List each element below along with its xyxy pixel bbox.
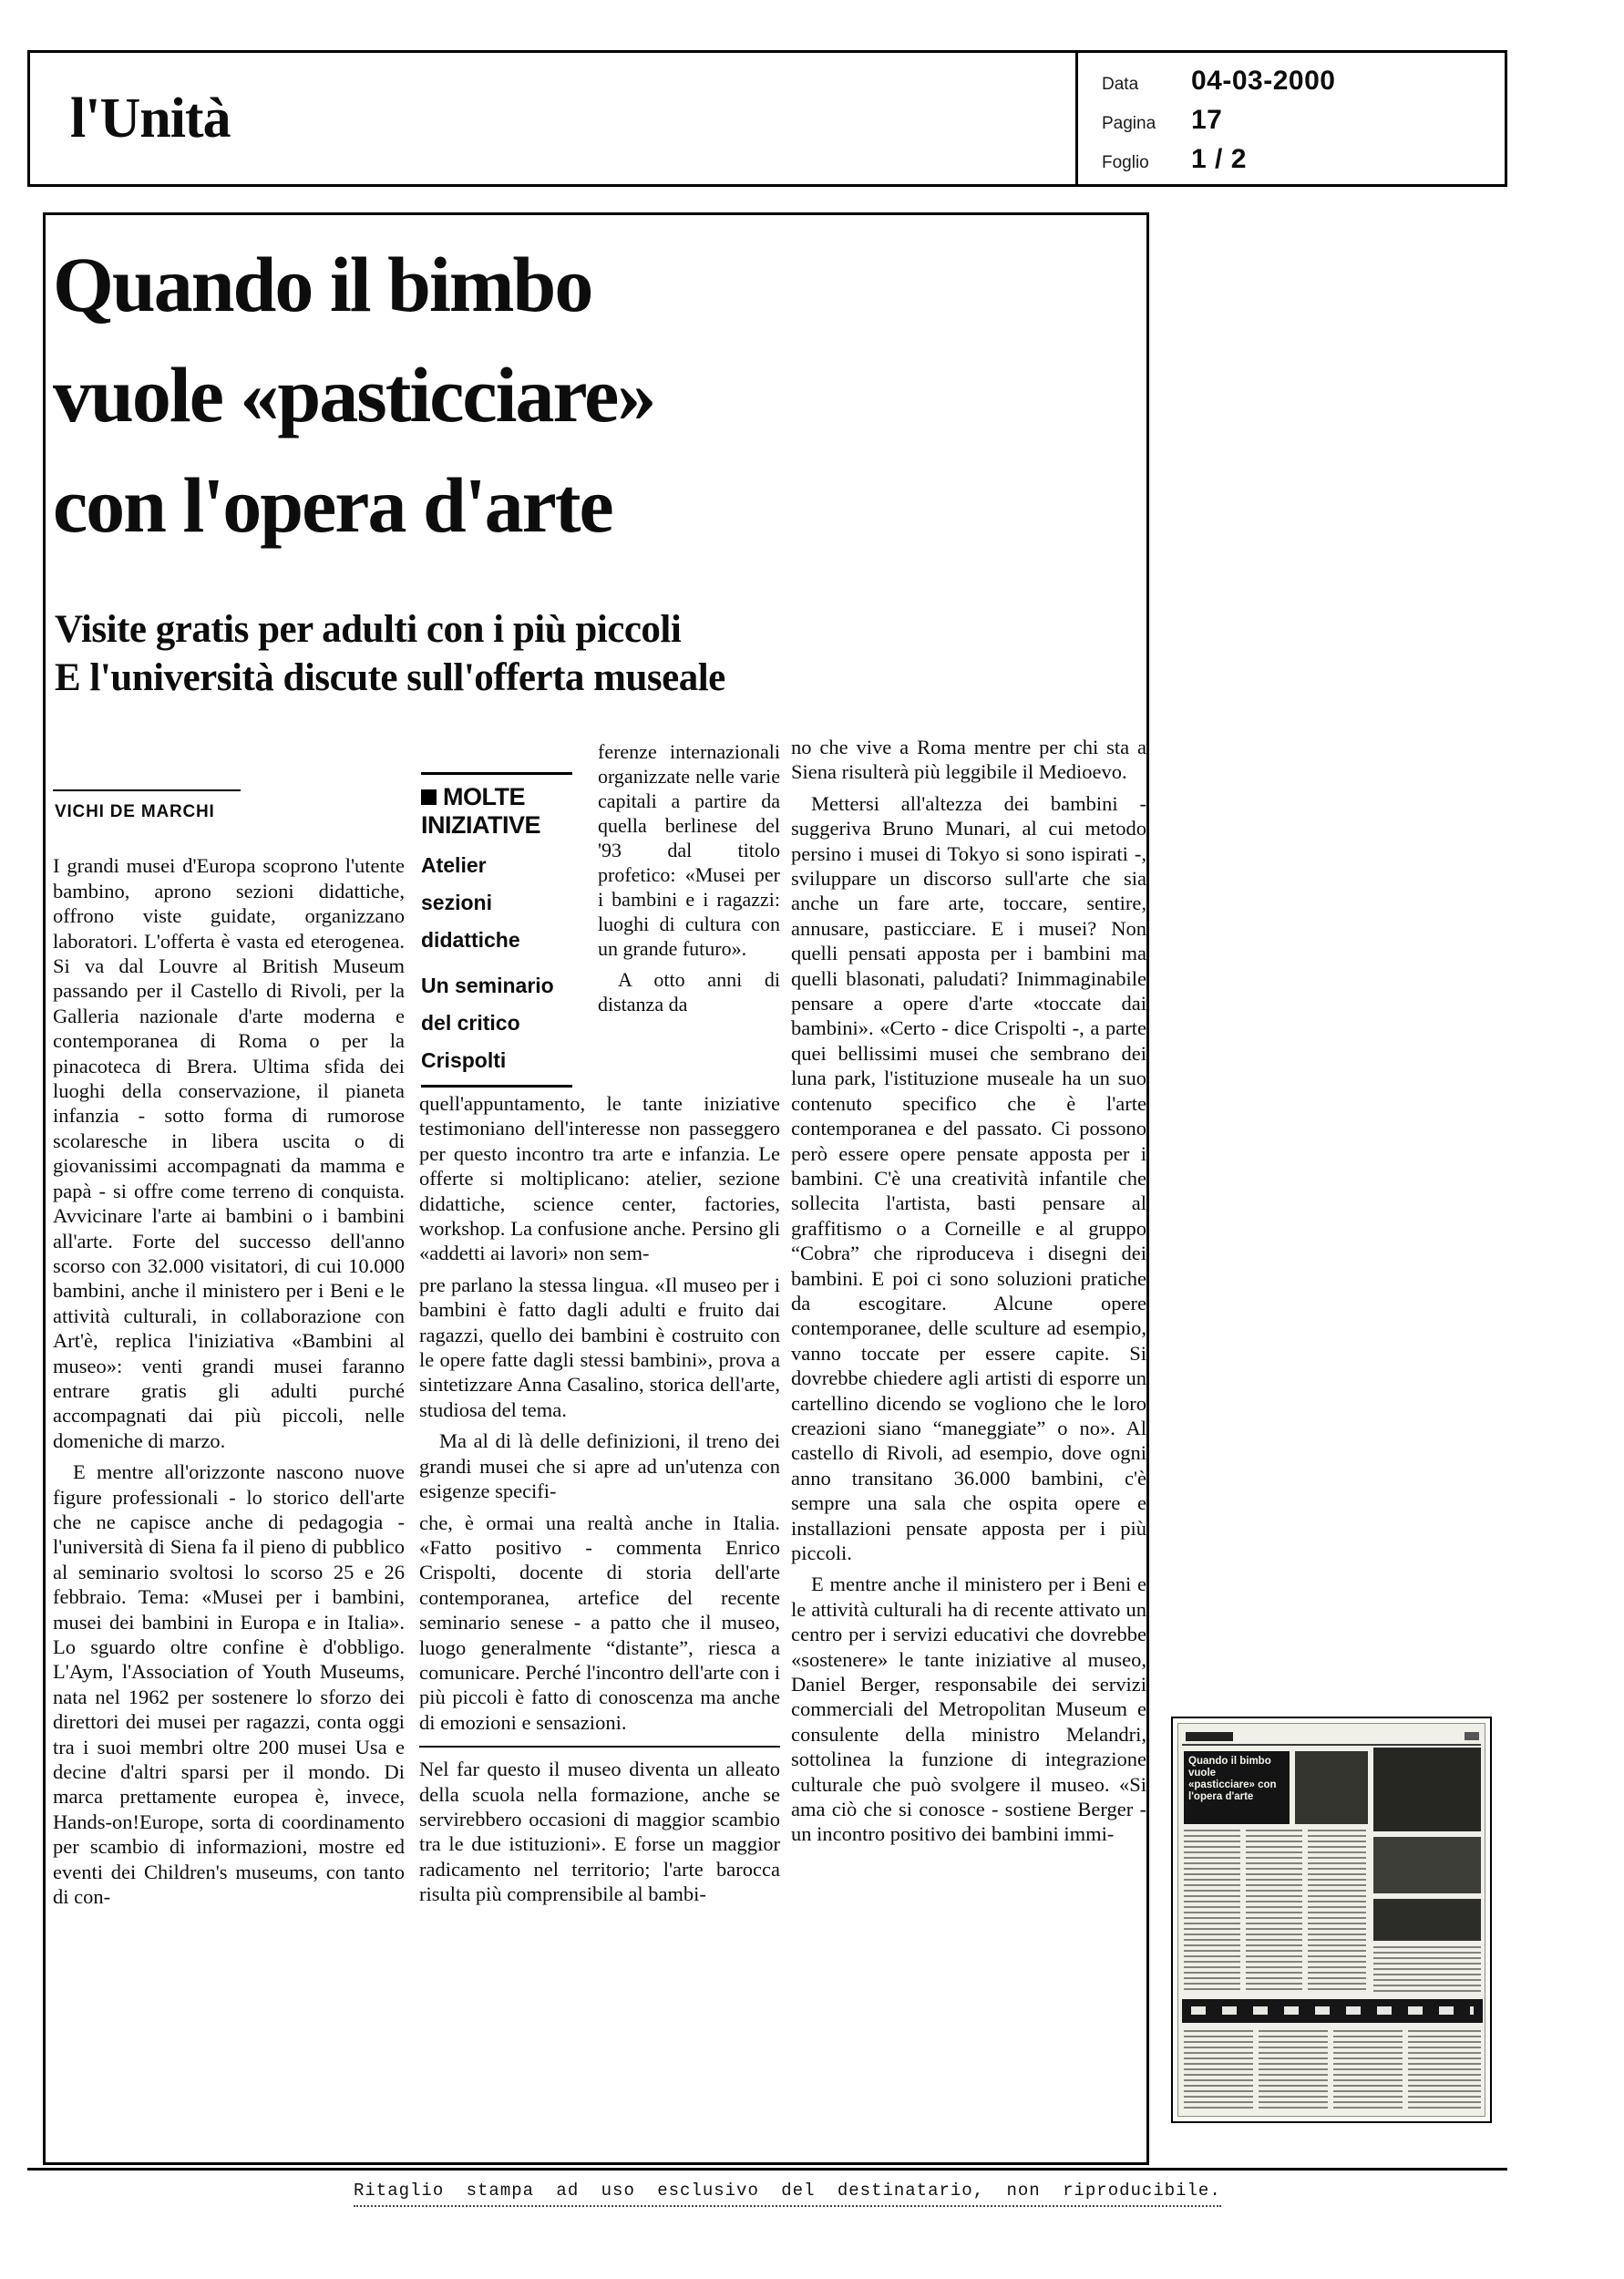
kicker-top-rule xyxy=(421,772,572,775)
article-paragraph: E mentre all'orizzonte nascono nuove figure professionali - lo storico dell'arte che ne capisce anche di pedagogia - l'università di Siena fa il pieno di pubblico al seminario svoltosi lo scorso 25 e 26 febbraio. Tema: «Musei per i bambini, musei dei bambini in Europa e in Italia». Lo sguardo oltre confine è d'obbligo. L'Aym, l'Association of Youth Museums, nata nel 1962 per sostenere lo sforzo dei direttori dei musei per ragazzi, conta oggi tra i suoi membri oltre 200 musei Usa e decine d'altri sparsi per il mondo. Di marca prettamente europea è, invece, Hands-on!Europe, sorta di coordinamento per scambio di informazioni, mostre ed eventi dei Children's museums, con tanto di con- xyxy=(53,1460,405,1909)
kicker-item: del critico xyxy=(421,1011,520,1035)
kicker-bottom-rule xyxy=(421,1085,572,1088)
black-square-icon xyxy=(421,789,437,805)
thumbnail-text-lines xyxy=(1408,2030,1481,2112)
kicker-block xyxy=(421,772,572,1088)
article-paragraph: I grandi musei d'Europa scoprono l'utente bambino, aprono sezioni didattiche, offrono viste guidate, organizzano laboratori. L'offerta è vasta ed eterogenea. Si va dal Louvre al British Museum passando per il Castello di Rivoli, per la Galleria nazionale d'arte moderna e contemporanea di Roma o per la pinacoteca di Brera. Ultima sfida dei luoghi della conservazione, il pianeta infanzia - sotto forma di rumorose scolaresche in libera uscita o di giovanissimi accompagnati da mamma e papà - si offre come terreno di conquista. Avvicinare l'arte ai bambini o i bambini all'arte. Forte del successo dell'anno scorso con 32.000 visitatori, di cui 10.000 bambini, anche il ministero per i Beni e le attività culturali, in collaborazione con Art'è, replica l'iniziativa «Bambini al museo»: venti grandi musei faranno entrare gratis gli adulti purché accompagnati dai più piccoli, nelle domeniche di marzo. xyxy=(53,854,405,1452)
headline-line: vuole «pasticciare» xyxy=(53,351,655,438)
thumbnail-headline: Quando il bimbo vuole «pasticciare» con l'opera d'arte xyxy=(1184,1751,1290,1824)
thumbnail-photo-block xyxy=(1373,1837,1481,1893)
sheet-value: 1 / 2 xyxy=(1191,144,1247,174)
clipping-meta-rows xyxy=(1078,53,1505,175)
date-label: Data xyxy=(1102,75,1139,94)
kicker-item: Un seminario xyxy=(421,974,554,997)
article-paragraph: Ma al di là delle definizioni, il treno dei grandi musei che si apre ad un'utenza con esigenze specifi- xyxy=(419,1429,780,1503)
article-box xyxy=(43,212,1149,2165)
article-paragraph: A otto anni di distanza da xyxy=(598,968,780,1016)
article-paragraph: che, è ormai una realtà anche in Italia. «Fatto positivo - commenta Enrico Crispolti, docente di storia dell'arte contemporanea, artefice del recente seminario senese - a patto che il museo, luogo generalmente “distante”, riesca a comunicare. Perché l'incontro dell'arte con i più piccoli è fatto di conoscenza ma anche di emozioni e sensazioni. xyxy=(419,1511,780,1734)
thumbnail-text-lines xyxy=(1184,2030,1253,2112)
kicker-item: Atelier xyxy=(421,853,487,877)
article-paragraph: ferenze internazionali organizzate nelle varie capitali a partire da quella berlinese del '93 dal titolo profetico: «Musei per i bambini e i ragazzi: luoghi di cultura con un grande futuro». xyxy=(598,740,780,960)
thumbnail-ad-band-text xyxy=(1191,2006,1474,2015)
thumbnail-text-lines xyxy=(1246,1830,1302,1992)
article-column-2 xyxy=(419,739,780,2165)
article-paragraph: Nel far questo il museo diventa un alleato della scuola nella formazione, anche se servirebbero occasioni di maggior scambio tra le due istituzioni». E forse un maggior radicamento nel territorio; l'arte barocca risulta più comprensibile al bambi- xyxy=(419,1758,780,1906)
column-divider-rule xyxy=(419,1746,780,1748)
page-thumbnail xyxy=(1171,1717,1492,2123)
article-headline xyxy=(53,230,654,561)
article-narrow-column xyxy=(598,739,780,1016)
byline-rule xyxy=(53,789,241,791)
article-paragraph: no che vive a Roma mentre per chi sta a Siena risulterà più leggibile il Medioevo. xyxy=(791,736,1146,784)
page-value: 17 xyxy=(1191,105,1223,135)
meta-row-date xyxy=(1102,66,1505,97)
newspaper-logo: l'Unità xyxy=(70,87,231,150)
article-paragraph: quell'appuntamento, le tante iniziative testimoniano dell'interesse non passeggero per questo incontro tra arte e infanzia. Le offerte si moltiplicano: atelier, sezione didattiche, science center, factories, workshop. La confusione anche. Persino gli «addetti ai lavori» non sem- xyxy=(419,1092,780,1265)
meta-row-sheet xyxy=(1102,144,1505,175)
date-value: 04-03-2000 xyxy=(1191,66,1336,96)
kicker-item: Crispolti xyxy=(421,1048,507,1072)
article-paragraph: Mettersi all'altezza dei bambini - suggeriva Bruno Munari, al cui metodo persino i musei di Tokyo si sono ispirati -, sviluppare un discorso sull'arte che sia anche un fare arte, toccare, sentire, annusare, pasticciare. E i musei? Non quelli pensati apposta per i bambini ma quelli blasonati, paludati? Inimmaginabile pensare a opere d'arte «toccate dai bambini». «Certo - dice Crispolti -, a parte quei bellissimi musei che sembrano dei luna park, l'istituzione museale ha un suo contenuto specifico che è l'arte contemporanea e del passato. Ci possono però essere opere pensate apposta per i bambini. C'è una creatività infantile che sollecita l'artista, basti pensare al graffitismo o a Corneille e al gruppo “Cobra” che riproduceva i disegni dei bambini. E poi ci sono soluzioni pratiche da escogitare. Alcune opere contemporanee, delle sculture ad esempio, vanno toccate per essere capite. Si dovrebbe chiedere agli artisti di esporre un cartellino dicendo se vogliono che le loro creazioni siano “maneggiate” o no». Al castello di Rivoli, ad esempio, dove ogni anno transitano 36.000 bambini, c'è sempre una sala che ospita opere e installazioni pensate apposta per i più piccoli. xyxy=(791,791,1146,1564)
clipping-meta-box xyxy=(1075,50,1507,187)
thumbnail-photo-block xyxy=(1373,1899,1481,1941)
kicker-title-line: INIZIATIVE xyxy=(421,811,541,839)
thumbnail-text-lines xyxy=(1184,1830,1240,1992)
thumbnail-text-lines xyxy=(1308,1830,1366,1992)
article-subhead xyxy=(55,605,725,702)
page-label: Pagina xyxy=(1102,114,1156,133)
kicker-title xyxy=(421,783,572,811)
byline: VICHI DE MARCHI xyxy=(55,802,215,821)
thumbnail-logo-block xyxy=(1186,1732,1233,1741)
kicker-title-line: MOLTE xyxy=(443,783,525,810)
thumbnail-pagenumber-block xyxy=(1465,1732,1479,1740)
masthead-box xyxy=(27,50,1078,187)
article-column-2-body xyxy=(419,1091,780,1907)
thumbnail-photo-block xyxy=(1295,1751,1368,1824)
article-column-1 xyxy=(53,789,405,1909)
subhead-line: Visite gratis per adulti con i più piccoli xyxy=(55,608,682,651)
thumbnail-photo-block xyxy=(1373,1748,1481,1831)
thumbnail-ad-band xyxy=(1182,1999,1483,2023)
thumbnail-text-lines xyxy=(1373,1946,1481,1992)
headline-line: Quando il bimbo xyxy=(53,241,592,328)
subhead-line: E l'università discute sull'offerta museale xyxy=(55,656,725,699)
thumbnail-text-lines xyxy=(1333,2030,1403,2112)
article-paragraph: pre parlano la stessa lingua. «Il museo per i bambini è fatto dagli adulti e fruito dai ragazzi, quello dei bambini è costruito con le opere fatte dagli stessi bambini», prova a sintetizzare Anna Casalino, storica dell'arte, studiosa del tema. xyxy=(419,1273,780,1421)
meta-row-page xyxy=(1102,105,1505,136)
headline-line: con l'opera d'arte xyxy=(53,461,612,549)
footer-rule xyxy=(27,2168,1507,2171)
article-column-3 xyxy=(791,735,1146,1847)
thumbnail-page xyxy=(1177,1723,1485,2117)
clipping-disclaimer: Ritaglio stampa ad uso esclusivo del destinatario, non riproducibile. xyxy=(354,2181,1221,2207)
article-paragraph: E mentre anche il ministero per i Beni e le attività culturali ha di recente attivato un centro per i servizi educativi che dovrebbe «sostenere» le tante iniziative al museo, Daniel Berger, responsabile dei servizi commerciali del Metropolitan Museum e consulente della ministro Melandri, sottolinea la funzione di integrazione culturale che può svolgere il museo. «Si ama ciò che si conosce - sostiene Berger - un incontro positivo dei bambini immi- xyxy=(791,1573,1146,1846)
thumbnail-text-lines xyxy=(1259,2030,1328,2112)
thumbnail-masthead xyxy=(1182,1727,1481,1746)
kicker-item: sezioni xyxy=(421,891,492,914)
kicker-item: didattiche xyxy=(421,928,520,952)
sheet-label: Foglio xyxy=(1102,153,1149,172)
